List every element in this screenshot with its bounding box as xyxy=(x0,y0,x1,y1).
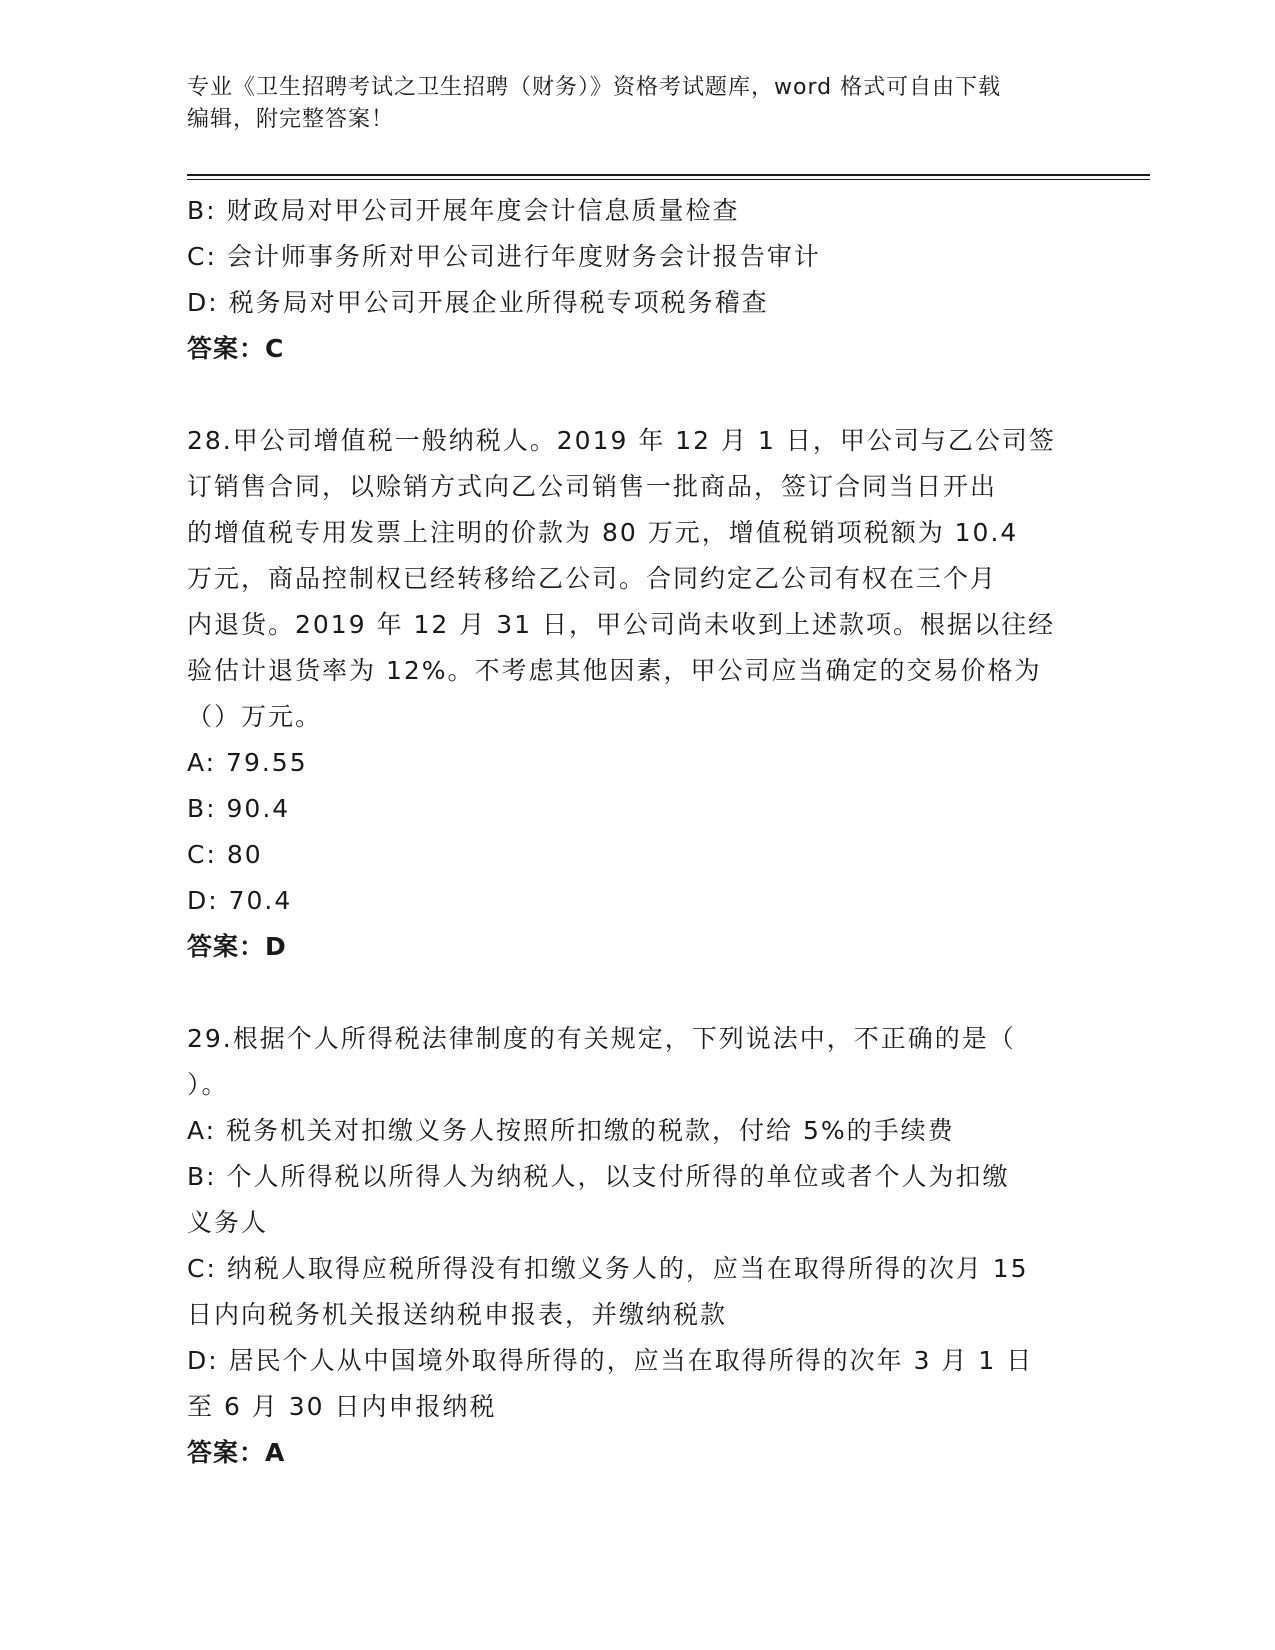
question-content xyxy=(187,188,1087,1476)
spacer xyxy=(187,970,1087,1016)
q29-option-b-line: 义务人 xyxy=(187,1208,269,1237)
q29-answer: 答案：A xyxy=(187,1438,286,1467)
header-line-1: 专业《卫生招聘考试之卫生招聘（财务）》资格考试题库，word 格式可自由下载 xyxy=(187,75,1002,100)
q28-stem-line: 内退货。2019 年 12 月 31 日，甲公司尚未收到上述款项。根据以往经 xyxy=(187,610,1055,639)
header-line-2: 编辑，附完整答案！ xyxy=(187,107,395,132)
q27-option-c: C: 会计师事务所对甲公司进行年度财务会计报告审计 xyxy=(187,242,821,271)
spacer xyxy=(187,372,1087,418)
q29-stem-line: 29.根据个人所得税法律制度的有关规定，下列说法中，不正确的是（ xyxy=(187,1024,1016,1053)
q28-answer: 答案：D xyxy=(187,932,287,961)
q29-stem-line: ）。 xyxy=(187,1070,229,1099)
q28-stem-line: 28.甲公司增值税一般纳税人。2019 年 12 月 1 日，甲公司与乙公司签 xyxy=(187,426,1056,455)
q29-option-d-line: D: 居民个人从中国境外取得所得的，应当在取得所得的次年 3 月 1 日 xyxy=(187,1346,1034,1375)
q29-option-c-line: C: 纳税人取得应税所得没有扣缴义务人的，应当在取得所得的次月 15 xyxy=(187,1254,1029,1283)
header-divider-thick xyxy=(187,174,1150,176)
q29-option-a: A: 税务机关对扣缴义务人按照所扣缴的税款，付给 5%的手续费 xyxy=(187,1116,955,1145)
q28-stem-line: 订销售合同，以赊销方式向乙公司销售一批商品，签订合同当日开出 xyxy=(187,472,998,501)
q29-option-c-line: 日内向税务机关报送纳税申报表，并缴纳税款 xyxy=(187,1300,728,1329)
q29-option-b-line: B: 个人所得税以所得人为纳税人，以支付所得的单位或者个人为扣缴 xyxy=(187,1162,1010,1191)
q28-option-d: D: 70.4 xyxy=(187,886,293,915)
q28-option-a: A: 79.55 xyxy=(187,748,308,777)
q28-option-c: C: 80 xyxy=(187,840,263,869)
q27-answer: 答案：C xyxy=(187,334,285,363)
q27-option-d: D: 税务局对甲公司开展企业所得税专项税务稽查 xyxy=(187,288,769,317)
q28-stem-line: 的增值税专用发票上注明的价款为 80 万元，增值税销项税额为 10.4 xyxy=(187,518,1019,547)
q28-stem-line: （）万元。 xyxy=(187,702,323,731)
header-divider-thin xyxy=(187,179,1150,180)
document-header xyxy=(187,72,1067,136)
q28-stem-line: 万元，商品控制权已经转移给乙公司。合同约定乙公司有权在三个月 xyxy=(187,564,998,593)
q27-option-b: B: 财政局对甲公司开展年度会计信息质量检查 xyxy=(187,196,740,225)
q28-option-b: B: 90.4 xyxy=(187,794,291,823)
q28-stem-line: 验估计退货率为 12%。不考虑其他因素，甲公司应当确定的交易价格为 xyxy=(187,656,1042,685)
q29-option-d-line: 至 6 月 30 日内申报纳税 xyxy=(187,1392,497,1421)
